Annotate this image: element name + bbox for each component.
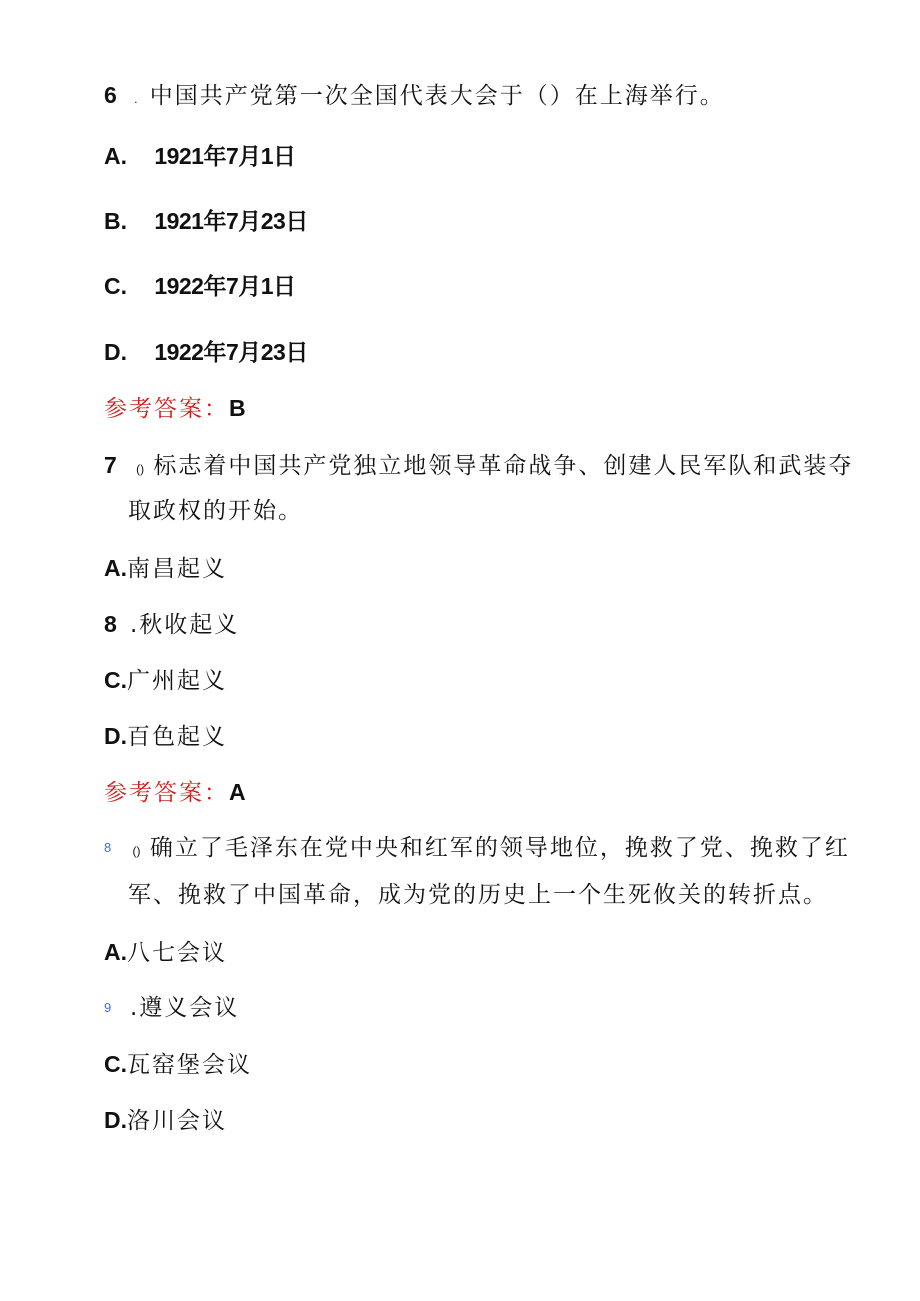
question-text: 确立了毛泽东在党中央和红军的领导地位，挽救了党、挽救了红 xyxy=(149,835,850,861)
option-value: 1922年7月1日 xyxy=(154,273,296,299)
question-text: 取政权的开始。 xyxy=(128,498,303,524)
option-b[interactable] xyxy=(104,206,308,237)
option-b[interactable] xyxy=(104,609,239,640)
question-number: 6 xyxy=(104,82,117,108)
question-6-stem xyxy=(104,80,725,114)
question-text: 军、挽救了中国革命，成为党的历史上一个生死攸关的转折点。 xyxy=(128,882,828,908)
option-letter: C. xyxy=(104,667,127,693)
question-8-stem xyxy=(104,833,850,866)
question-paren: () xyxy=(132,844,141,858)
option-letter: C. xyxy=(104,273,127,299)
option-value: 百色起义 xyxy=(127,724,227,750)
option-letter: A. xyxy=(104,555,127,581)
question-number: 8 xyxy=(104,840,112,855)
option-value: 1921年7月23日 xyxy=(154,208,308,234)
option-letter: A. xyxy=(104,143,127,169)
question-text: 标志着中国共产党独立地领导革命战争、创建人民军队和武装夺 xyxy=(153,453,854,479)
question-7-stem xyxy=(104,450,853,484)
option-value: 1922年7月23日 xyxy=(154,339,308,365)
option-letter: D. xyxy=(104,1107,127,1133)
option-value: .秋收起义 xyxy=(130,612,240,638)
option-d[interactable] xyxy=(104,337,308,368)
option-value: 洛川会议 xyxy=(127,1108,227,1134)
option-d[interactable] xyxy=(104,721,227,752)
option-letter: B. xyxy=(104,208,127,234)
option-value: .遵义会议 xyxy=(130,995,240,1021)
option-letter: D. xyxy=(104,723,127,749)
answer-6 xyxy=(104,393,246,424)
option-value: 南昌起义 xyxy=(127,556,227,582)
option-value: 广州起义 xyxy=(127,668,227,694)
answer-label: 参考答案： xyxy=(104,396,229,422)
option-letter: C. xyxy=(104,1051,127,1077)
option-letter: 8 xyxy=(104,611,117,637)
option-value: 八七会议 xyxy=(127,940,227,966)
option-c[interactable] xyxy=(104,271,296,302)
option-d[interactable] xyxy=(104,1105,227,1136)
option-b[interactable] xyxy=(104,993,239,1026)
question-number: 7 xyxy=(104,452,117,478)
option-a[interactable] xyxy=(104,553,227,584)
option-letter: D. xyxy=(104,339,127,365)
question-text: 中国共产党第一次全国代表大会于（）在上海举行。 xyxy=(149,83,725,109)
option-a[interactable] xyxy=(104,141,296,172)
answer-label: 参考答案： xyxy=(104,780,229,806)
answer-7 xyxy=(104,777,246,808)
question-8-stem-continued xyxy=(128,880,828,910)
option-letter: A. xyxy=(104,939,127,965)
question-paren: () xyxy=(136,462,145,476)
question-dot: . xyxy=(134,92,138,106)
answer-value: A xyxy=(229,779,246,805)
option-a[interactable] xyxy=(104,937,227,968)
question-7-stem-continued xyxy=(128,496,303,526)
option-c[interactable] xyxy=(104,665,227,696)
answer-value: B xyxy=(229,395,246,421)
option-c[interactable] xyxy=(104,1049,252,1080)
option-value: 1921年7月1日 xyxy=(154,143,296,169)
option-value: 瓦窑堡会议 xyxy=(127,1052,252,1078)
option-letter: 9 xyxy=(104,1000,112,1015)
